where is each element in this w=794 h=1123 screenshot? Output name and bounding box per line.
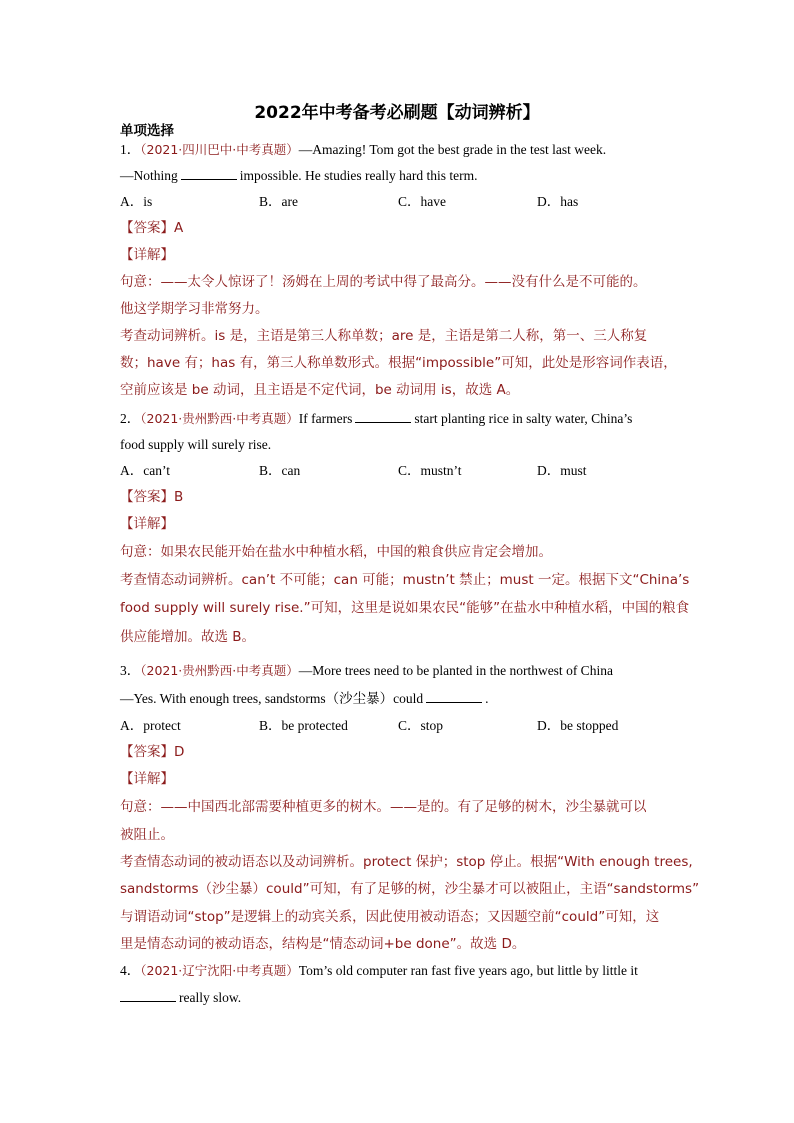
question-number: 1． [120,142,141,157]
analysis-line: 考查动词辨析。is 是，主语是第三人称单数；are 是，主语是第二人称，第一、三人称复 [120,328,648,344]
meaning-line: 他这学期学习非常努力。 [120,301,269,317]
question-source: （2021·贵州黔西·中考真题） [140,411,299,426]
question-2-stem-line2: food supply will surely rise. [120,437,272,452]
meaning-line: 被阻止。 [120,827,174,843]
question-text: Tom’s old computer ran fast five years ago, but little by little it [298,963,638,978]
answer-value: D [174,744,185,760]
answer-label: 【答案】 [120,220,174,236]
option-d: D．must [537,463,587,478]
question-text: start planting rice in salty water, China’s [414,411,633,426]
option-b: B．be protected [259,718,348,733]
answer-line [120,488,183,506]
answer-label: 【答案】 [120,489,174,505]
option-c: C．mustn’t [398,463,462,478]
analysis-line: 与谓语动词“stop”是逻辑上的动宾关系，因此使用被动语态；又因题空前“could”可知，这 [120,909,660,925]
answer-line [120,743,184,761]
question-number: 2． [120,411,141,426]
analysis-line: 考查情态动词辨析。can’t 不可能；can 可能；mustn’t 禁止；must 一定。根据下文“China’s [120,572,690,588]
analysis-line: food supply will surely rise.”可知，这里是说如果农民“能够”在盐水中种植水稻，中国的粮食 [120,600,690,616]
question-text: . [485,691,489,706]
option-a: A．is [120,194,153,209]
answer-blank [355,410,411,423]
question-text: —Yes. With enough trees, sandstorms（沙尘暴）could [120,691,424,706]
question-source: （2021·辽宁沈阳·中考真题） [140,963,299,978]
analysis-line: 数；have 有；has 有，第三人称单数形式。根据“impossible”可知，此处是形容词作表语， [120,355,677,371]
question-1-stem [120,141,606,159]
option-b: B．are [259,194,298,209]
detail-label: 【详解】 [120,516,174,532]
question-2-stem [120,410,632,428]
question-text: —More trees need to be planted in the northwest of China [298,663,613,678]
analysis-line: 里是情态动词的被动语态，结构是“情态动词+be done”。故选 D。 [120,936,526,952]
document-title: 2022年中考备考必刷题【动词辨析】 [254,103,540,123]
question-4-stem [120,962,638,980]
detail-label: 【详解】 [120,247,174,263]
question-text: —Amazing! Tom got the best grade in the test last week. [298,142,607,157]
detail-label: 【详解】 [120,771,174,787]
answer-line [120,219,183,237]
answer-value: A [174,220,184,236]
answer-blank [181,167,237,180]
option-d: D．be stopped [537,718,619,733]
option-b: B．can [259,463,301,478]
section-heading: 单项选择 [120,123,174,139]
answer-label: 【答案】 [120,744,174,760]
question-source: （2021·四川巴中·中考真题） [140,142,299,157]
analysis-line: 供应能增加。故选 B。 [120,629,256,645]
analysis-line: 空前应该是 be 动词，且主语是不定代词，be 动词用 is，故选 A。 [120,382,520,398]
question-text: —Nothing [120,168,178,183]
analysis-line: 考查情态动词的被动语态以及动词辨析。protect 保护；stop 停止。根据“With enough trees, [120,854,693,870]
answer-value: B [174,489,184,505]
answer-blank [426,690,482,703]
option-c: C．have [398,194,446,209]
answer-blank [120,989,176,1002]
question-3-stem [120,662,613,680]
question-text: If farmers [298,411,353,426]
question-4-stem-line2 [120,989,241,1007]
meaning-line: 句意：——太令人惊讶了！汤姆在上周的考试中得了最高分。——没有什么是不可能的。 [120,274,647,290]
question-3-stem-line2 [120,690,488,708]
option-a: A．protect [120,718,181,733]
meaning-line: 句意：如果农民能开始在盐水中种植水稻，中国的粮食供应肯定会增加。 [120,544,552,560]
option-a: A．can’t [120,463,170,478]
option-c: C．stop [398,718,444,733]
question-1-stem-line2 [120,167,477,185]
question-text: impossible. He studies really hard this term. [239,168,478,183]
question-number: 3． [120,663,141,678]
meaning-line: 句意：——中国西北部需要种植更多的树木。——是的。有了足够的树木，沙尘暴就可以 [120,799,647,815]
question-source: （2021·贵州黔西·中考真题） [140,663,299,678]
question-number: 4． [120,963,141,978]
analysis-line: sandstorms（沙尘暴）could”可知，有了足够的树，沙尘暴才可以被阻止，主语“sandstorms” [120,881,700,897]
question-text: really slow. [179,990,242,1005]
option-d: D．has [537,194,579,209]
